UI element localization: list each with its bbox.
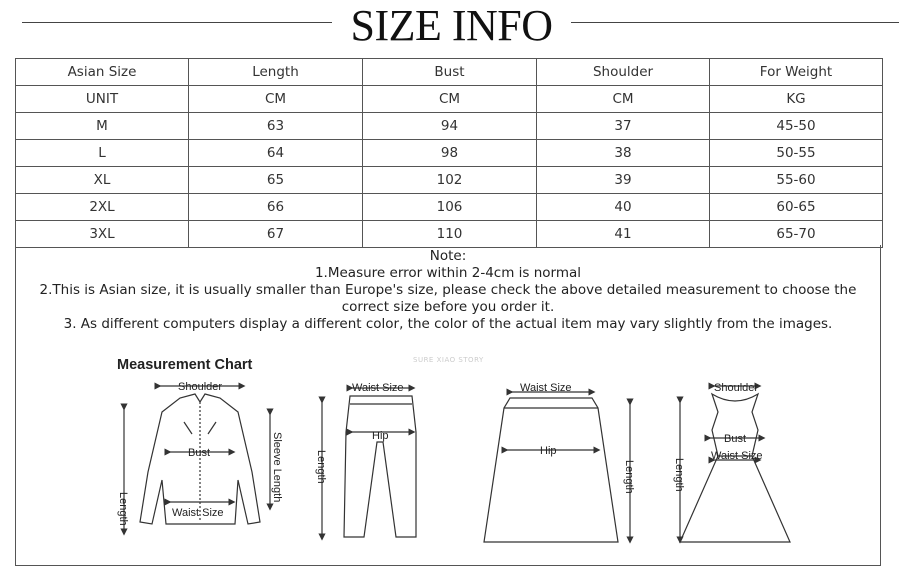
table-cell: 45-50: [710, 113, 883, 140]
title-rule-right: [571, 22, 899, 23]
skirt-hip-label: Hip: [540, 445, 557, 457]
table-cell: 102: [363, 167, 537, 194]
dress-waist-label: Waist Size: [711, 450, 763, 462]
table-cell: 98: [363, 140, 537, 167]
unit-cell: CM: [537, 86, 710, 113]
size-cell: L: [16, 140, 189, 167]
table-header-row: [16, 59, 883, 86]
dress-length-label: Length: [673, 458, 685, 492]
size-cell: M: [16, 113, 189, 140]
shirt-waist-label: Waist Size: [172, 507, 224, 519]
note-line: 2.This is Asian size, it is usually smaller than Europe's size, please check the above detailed measurement to choose the correct size before you order it.: [39, 282, 857, 315]
pants-icon: [322, 388, 416, 537]
table-cell: 65-70: [710, 221, 883, 248]
table-cell: 50-55: [710, 140, 883, 167]
dress-icon: [680, 386, 790, 542]
measurement-chart: [100, 372, 800, 562]
unit-cell: CM: [363, 86, 537, 113]
pants-waist-label: Waist Size: [352, 382, 404, 394]
skirt-length-label: Length: [623, 460, 635, 494]
dress-bust-label: Bust: [724, 433, 747, 445]
watermark: SURE XIAO STORY: [413, 356, 484, 364]
shirt-sleeve-label: Sleeve Length: [271, 432, 283, 503]
table-row: [16, 113, 883, 140]
table-cell: 37: [537, 113, 710, 140]
pants-hip-label: Hip: [372, 430, 389, 442]
table-cell: 94: [363, 113, 537, 140]
table-cell: 65: [189, 167, 363, 194]
table-cell: 66: [189, 194, 363, 221]
shirt-bust-label: Bust: [188, 447, 211, 459]
table-cell: 41: [537, 221, 710, 248]
notes-heading: Note:: [429, 248, 467, 264]
size-table: [15, 58, 883, 248]
title-rule-left: [22, 22, 332, 23]
table-cell: 39: [537, 167, 710, 194]
table-cell: 60-65: [710, 194, 883, 221]
title-row: [0, 0, 899, 52]
table-unit-row: [16, 86, 883, 113]
table-cell: 55-60: [710, 167, 883, 194]
shirt-length-label: Length: [117, 492, 129, 526]
size-cell: 3XL: [16, 221, 189, 248]
unit-cell: UNIT: [16, 86, 189, 113]
header-cell: Asian Size: [16, 59, 189, 86]
table-cell: 40: [537, 194, 710, 221]
skirt-icon: [484, 392, 630, 542]
note-line: 3. As different computers display a different color, the color of the actual item may vary slightly from the images.: [63, 316, 833, 332]
table-row: [16, 194, 883, 221]
dress-shoulder-label: Shoulder: [714, 382, 759, 394]
page-title: SIZE INFO: [350, 1, 553, 50]
notes: [15, 248, 881, 333]
skirt-waist-label: Waist Size: [520, 382, 572, 394]
unit-cell: KG: [710, 86, 883, 113]
table-cell: 63: [189, 113, 363, 140]
table-row: [16, 167, 883, 194]
header-cell: Bust: [363, 59, 537, 86]
table-row: [16, 140, 883, 167]
note-line: 1.Measure error within 2-4cm is normal: [314, 265, 582, 281]
table-row: [16, 221, 883, 248]
table-cell: 64: [189, 140, 363, 167]
header-cell: For Weight: [710, 59, 883, 86]
header-cell: Length: [189, 59, 363, 86]
table-cell: 67: [189, 221, 363, 248]
shirt-shoulder-label: Shoulder: [178, 381, 223, 393]
unit-cell: CM: [189, 86, 363, 113]
table-cell: 38: [537, 140, 710, 167]
size-cell: 2XL: [16, 194, 189, 221]
table-cell: 106: [363, 194, 537, 221]
pants-length-label: Length: [315, 450, 327, 484]
table-cell: 110: [363, 221, 537, 248]
size-cell: XL: [16, 167, 189, 194]
header-cell: Shoulder: [537, 59, 710, 86]
measurement-chart-title: Measurement Chart: [117, 357, 253, 373]
